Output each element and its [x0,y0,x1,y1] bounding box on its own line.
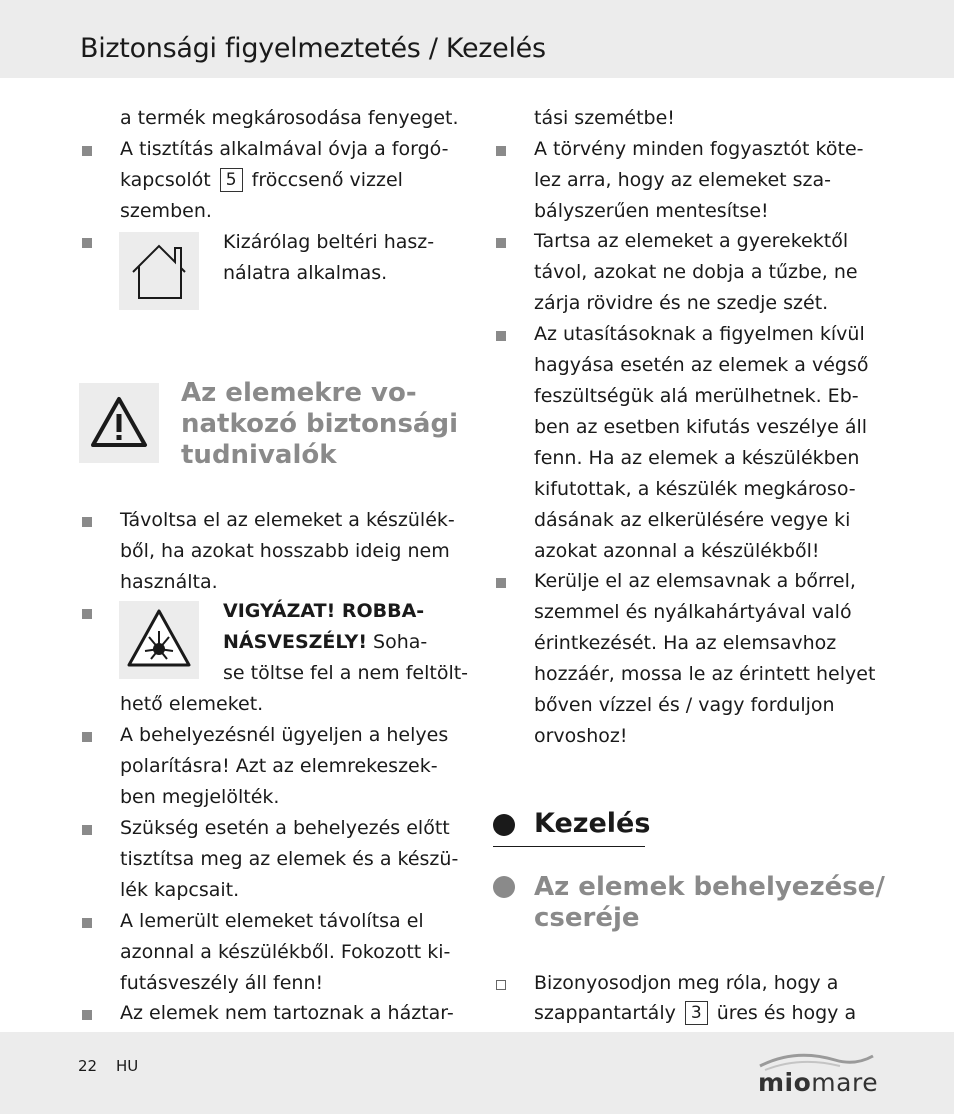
text-line: lez arra, hogy az elemeket sza- [534,169,832,191]
text-line: A lemerült elemeket távolítsa el [120,910,424,932]
text-line: Kizárólag beltéri hasz- [223,231,435,253]
text-line: érintkezését. Ha az elemsavhoz [534,632,837,654]
logo-bold-text: mio [758,1068,812,1097]
text-line: tisztítsa meg az elemek és a készü- [120,848,459,870]
bullet-icon [82,732,92,742]
text-fragment: Soha- [373,631,428,653]
text-line: zárja rövidre és ne szedje szét. [534,292,829,314]
section-heading: natkozó biztonsági [181,409,458,439]
text-line: bőven vízzel és / vagy forduljon [534,694,835,716]
text-line: Szükség esetén a behelyezés előtt [120,817,450,839]
text-line: dásának az elkerülésére vegye ki [534,509,851,531]
section-dot-icon [493,814,515,836]
text-line: nálatra alkalmas. [223,262,388,284]
bullet-icon [82,238,92,248]
section-heading: Az elemekre vo- [181,378,417,408]
bullet-icon [82,517,92,527]
bullet-icon [496,146,506,156]
text-line: A behelyezésnél ügyeljen a helyes [120,724,449,746]
step-checkbox-icon [496,980,506,990]
page-header [0,0,954,78]
text-fragment: fröccsenő vizzel [251,169,403,191]
text-line: Az elemek nem tartoznak a háztar- [120,1002,454,1024]
text-line: Távoltsa el az elemeket a készülék- [120,509,455,531]
section-underline [493,846,645,847]
text-line: Tartsa az elemeket a gyerekektől [534,230,849,252]
brand-logo [758,1068,878,1097]
text-line: szemben. [120,200,212,222]
bullet-icon [82,146,92,156]
text-line: feszültségük alá merülhetnek. Eb- [534,385,859,407]
explosion-warning-icon [119,601,199,679]
text-line: kifutottak, a készülék megkároso- [534,478,856,500]
language-code: HU [116,1057,139,1075]
bullet-icon [82,918,92,928]
text-line: polarításra! Azt az elemrekeszek- [120,755,438,777]
text-line: se töltse fel a nem feltölt- [223,662,469,684]
house-icon [119,232,199,310]
text-line: azonnal a készülékből. Fokozott ki- [120,941,451,963]
text-line [120,165,403,196]
bullet-icon [82,825,92,835]
section-heading: Az elemek behelyezése/ [534,872,885,902]
bullet-icon [496,238,506,248]
text-line: Az utasításoknak a figyelmen kívül [534,323,865,345]
page-number: 22 [78,1057,98,1075]
text-line: A törvény minden fogyasztót köte- [534,138,864,160]
text-line: bályszerűen mentesítse! [534,200,769,222]
text-line: fenn. Ha az elemek a készülékben [534,447,860,469]
warning-text: VIGYÁZAT! ROBBA- [223,600,425,622]
text-line: A tisztítás alkalmával óvja a forgó- [120,138,449,160]
text-line: ben megjelölték. [120,786,280,808]
text-fragment: szappantartály [534,1002,676,1024]
text-line: Kerülje el az elemsavnak a bőrrel, [534,570,856,592]
text-line: hagyása esetén az elemek a végső [534,354,869,376]
text-fragment: kapcsolót [120,169,211,191]
text-line: Bizonyosodjon meg róla, hogy a [534,972,839,994]
text-line: ben az esetben kifutás veszélye áll [534,416,868,438]
bullet-icon [82,1010,92,1020]
text-line: használta. [120,571,218,593]
part-reference-box: 3 [685,1001,708,1025]
text-line: orvoshoz! [534,725,628,747]
section-dot-icon [493,876,515,898]
warning-text: NÁSVESZÉLY! [223,631,367,653]
bullet-icon [496,331,506,341]
warning-triangle-icon [79,383,159,463]
section-heading: tudnivalók [181,440,337,470]
text-line: ből, ha azokat hosszabb ideig nem [120,540,450,562]
text-line [534,998,856,1029]
text-line: hető elemeket. [120,693,264,715]
section-title: Kezelés [534,808,651,839]
text-line: a termék megkárosodása fenyeget. [120,107,459,129]
page-title: Biztonsági figyelmeztetés / Kezelés [80,33,546,64]
text-line: lék kapcsait. [120,879,240,901]
logo-text: mare [811,1068,879,1097]
section-heading: cseréje [534,903,640,933]
text-line: azokat azonnal a készülékből! [534,540,820,562]
text-line: szemmel és nyálkahártyával való [534,601,852,623]
part-reference-box: 5 [220,168,243,192]
text-fragment: üres és hogy a [716,1002,857,1024]
text-line [223,627,427,658]
text-line: tási szemétbe! [534,107,675,129]
text-line: futásveszély áll fenn! [120,972,324,994]
bullet-icon [82,609,92,619]
bullet-icon [496,578,506,588]
text-line: távol, azokat ne dobja a tűzbe, ne [534,261,858,283]
text-line: hozzáér, mossa le az érintett helyet [534,663,876,685]
